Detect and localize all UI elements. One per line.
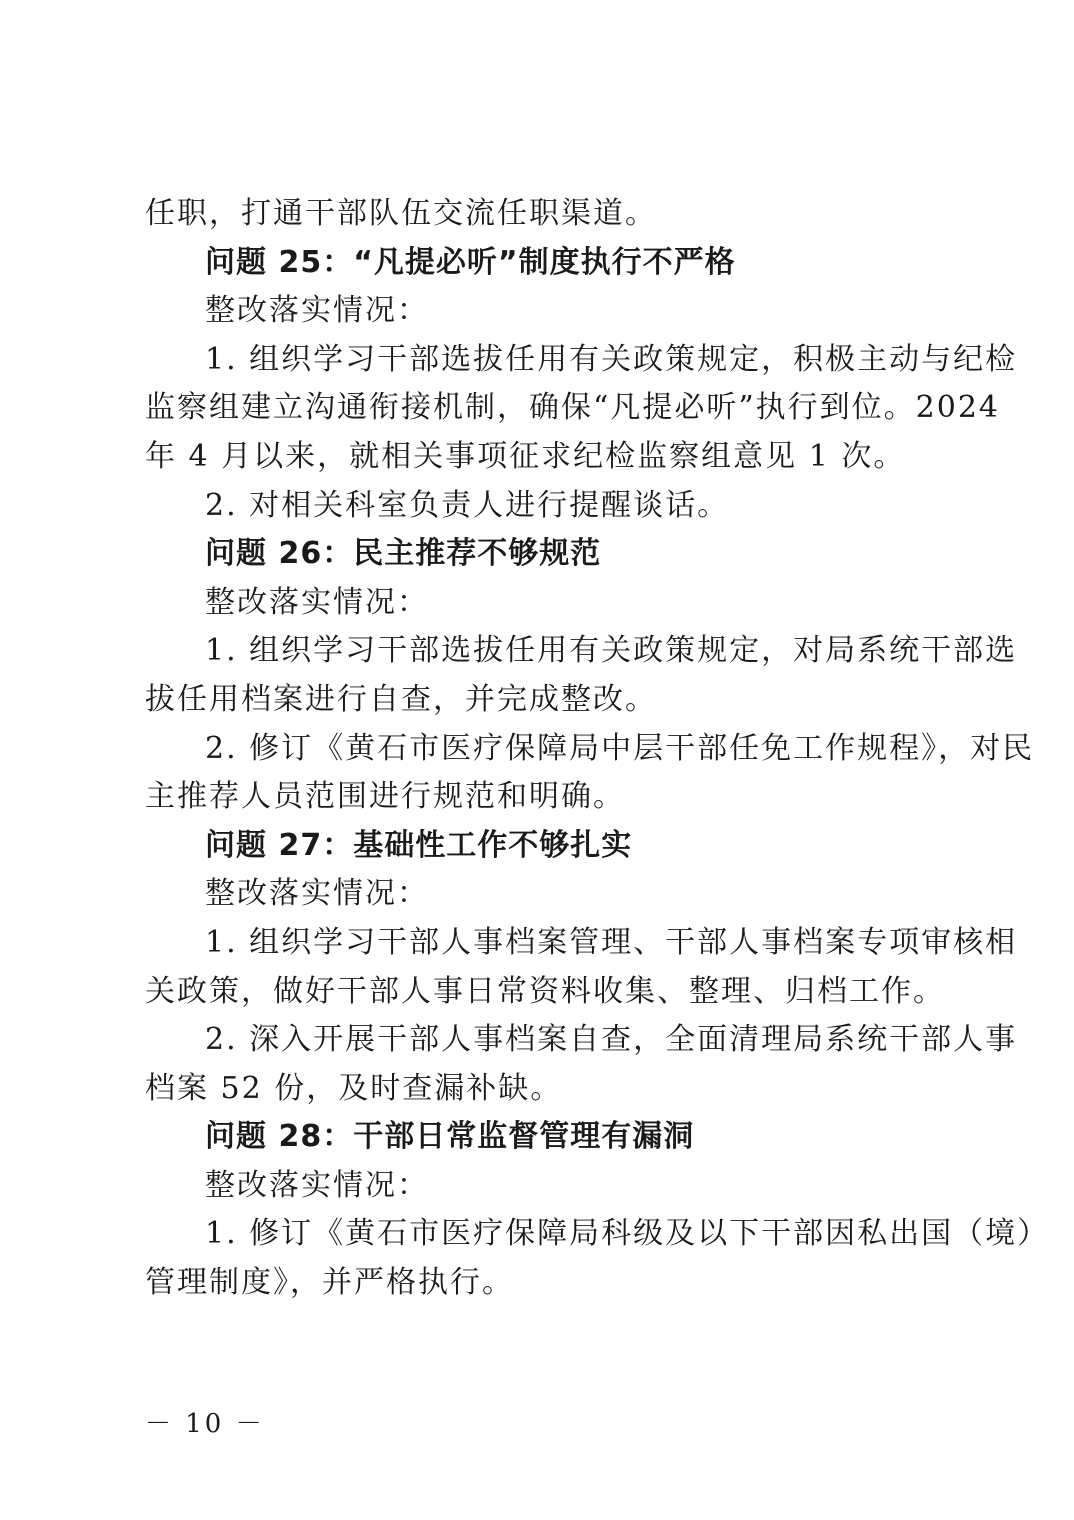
document-body: [145, 190, 1050, 1308]
paragraph-line: 1. 组织学习干部选拔任用有关政策规定，对局系统干部选: [205, 633, 1018, 669]
rectification-label: 整改落实情况：: [205, 584, 429, 620]
rectification-label: 整改落实情况：: [205, 1167, 429, 1203]
paragraph-line: 管理制度》，并严格执行。: [145, 1265, 514, 1301]
paragraph-line: 任职，打通干部队伍交流任职渠道。: [145, 196, 657, 231]
issue-heading-26: 问题 26：民主推荐不够规范: [205, 536, 602, 572]
paragraph-line: 关政策，做好干部人事日常资料收集、整理、归档工作。: [145, 973, 945, 1009]
paragraph-line: 1. 组织学习干部人事档案管理、干部人事档案专项审核相: [205, 924, 1018, 960]
rectification-label: 整改落实情况：: [205, 293, 429, 329]
paragraph-line: 拔任用档案进行自查，并完成整改。: [145, 681, 657, 717]
paragraph-line: 2. 深入开展干部人事档案自查，全面清理局系统干部人事: [205, 1022, 1018, 1058]
paragraph-line: 1. 修订《黄石市医疗保障局科级及以下干部因私出国（境）: [205, 1216, 1050, 1252]
paragraph-line: 2. 修订《黄石市医疗保障局中层干部任免工作规程》，对民: [205, 730, 1035, 766]
paragraph-line: 主推荐人员范围进行规范和明确。: [145, 779, 625, 815]
paragraph-line: 1. 组织学习干部选拔任用有关政策规定，积极主动与纪检: [205, 341, 1018, 377]
issue-heading-27: 问题 27：基础性工作不够扎实: [205, 827, 633, 863]
paragraph-line: 年 4 月以来，就相关事项征求纪检监察组意见 1 次。: [145, 438, 906, 474]
paragraph-line: 档案 52 份，及时查漏补缺。: [145, 1070, 563, 1106]
paragraph-line: 监察组建立沟通衔接机制，确保“凡提必听”执行到位。2024: [145, 390, 1001, 426]
page-number: － 10 －: [145, 1409, 265, 1439]
rectification-label: 整改落实情况：: [205, 876, 429, 912]
issue-heading-25: 问题 25：“凡提必听”制度执行不严格: [205, 244, 736, 280]
paragraph-line: 2. 对相关科室负责人进行提醒谈话。: [205, 487, 730, 523]
issue-heading-28: 问题 28：干部日常监督管理有漏洞: [205, 1119, 695, 1155]
